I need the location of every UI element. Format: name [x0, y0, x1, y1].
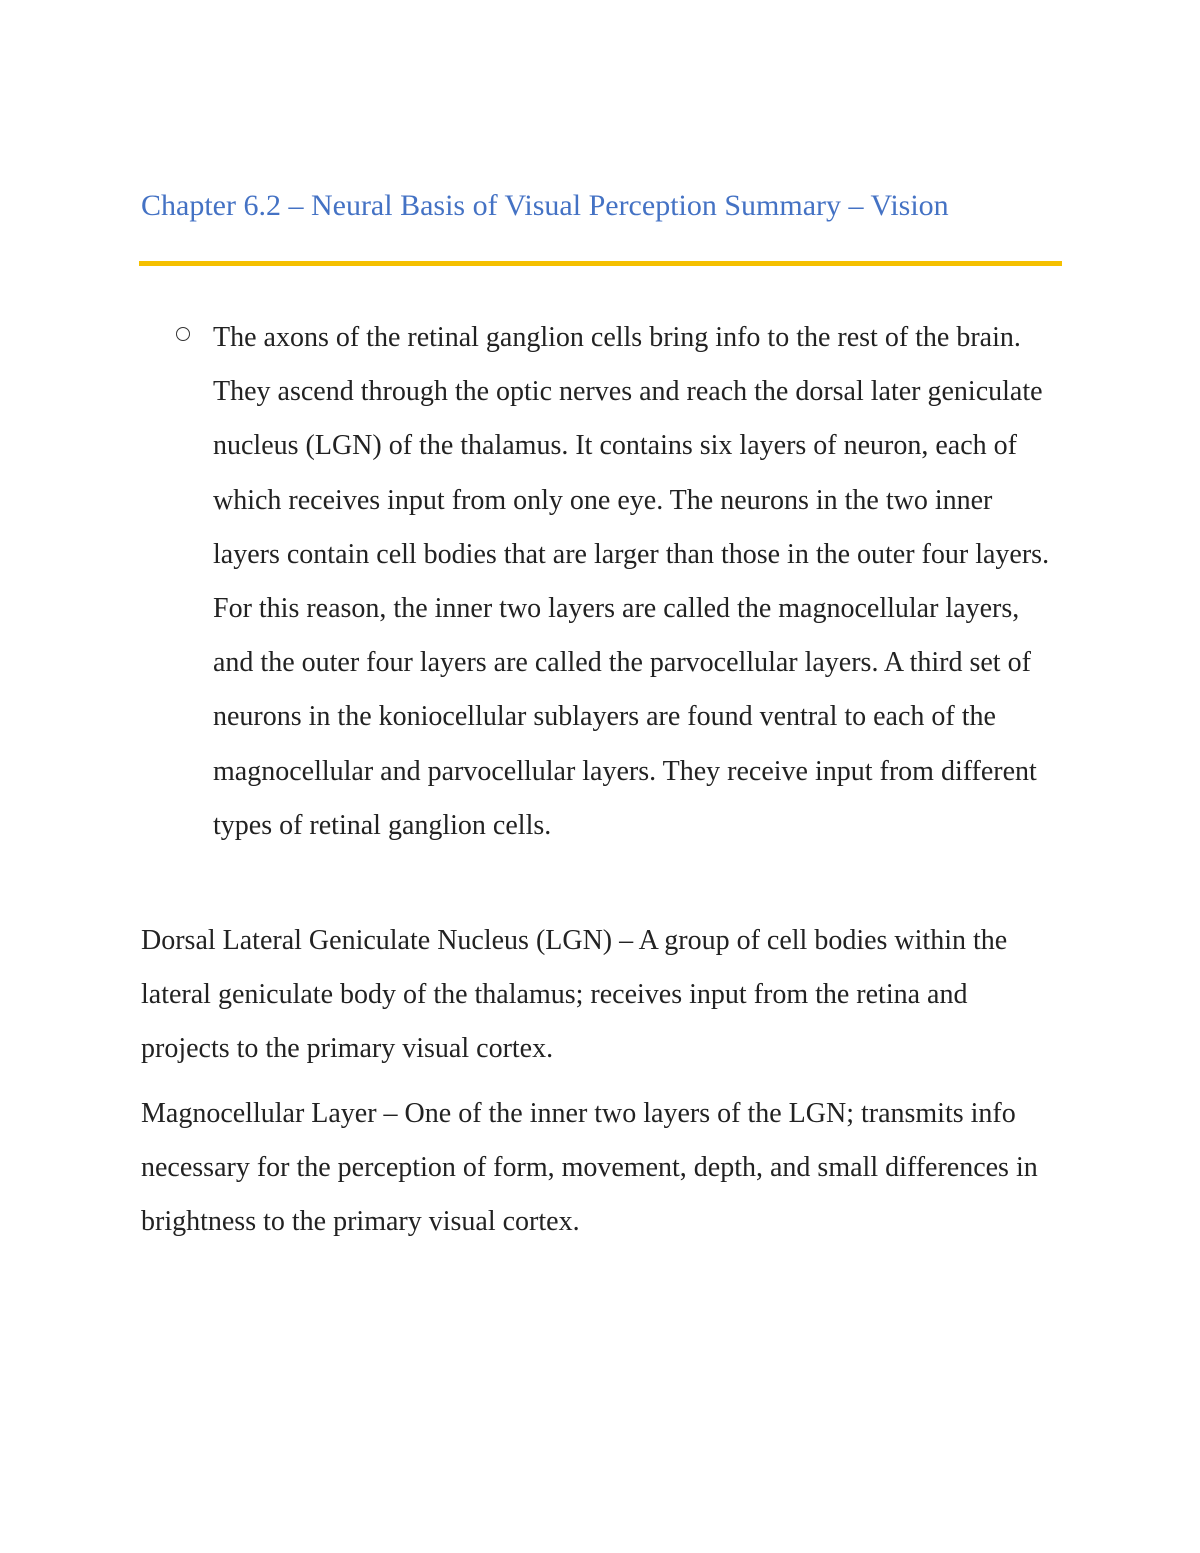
definition-magnocellular-layer: Magnocellular Layer – One of the inner two layers of the LGN; transmits info necessary for the perception of form, movement, depth, and small differences in brightness to the primary visual cortex. [141, 1098, 1038, 1238]
page-title: Chapter 6.2 – Neural Basis of Visual Perception Summary – Vision [141, 189, 949, 222]
hollow-circle-bullet-icon [176, 327, 190, 341]
definition-dorsal-lateral-geniculate-nucleus: Dorsal Lateral Geniculate Nucleus (LGN) – A group of cell bodies within the lateral geniculate body of the thalamus; receives input from the retina and projects to the primary visual cortex. [141, 925, 1008, 1065]
title-underline-divider [139, 261, 1062, 266]
list-item [176, 311, 1056, 853]
bullet-paragraph: The axons of the retinal ganglion cells bring info to the rest of the brain. They ascend through the optic nerves and reach the dorsal later geniculate nucleus (LGN) of the thalamus. It contains six layers of neuron, each of which receives input from only one eye. The neurons in the two inner layers contain cell bodies that are larger than those in the outer four layers. For this reason, the inner two layers are called the magnocellular layers, and the outer four layers are called the parvocellular layers. A third set of neurons in the koniocellular sublayers are found ventral to each of the magnocellular and parvocellular layers. They receive input from different types of retinal ganglion cells. [213, 322, 1050, 841]
